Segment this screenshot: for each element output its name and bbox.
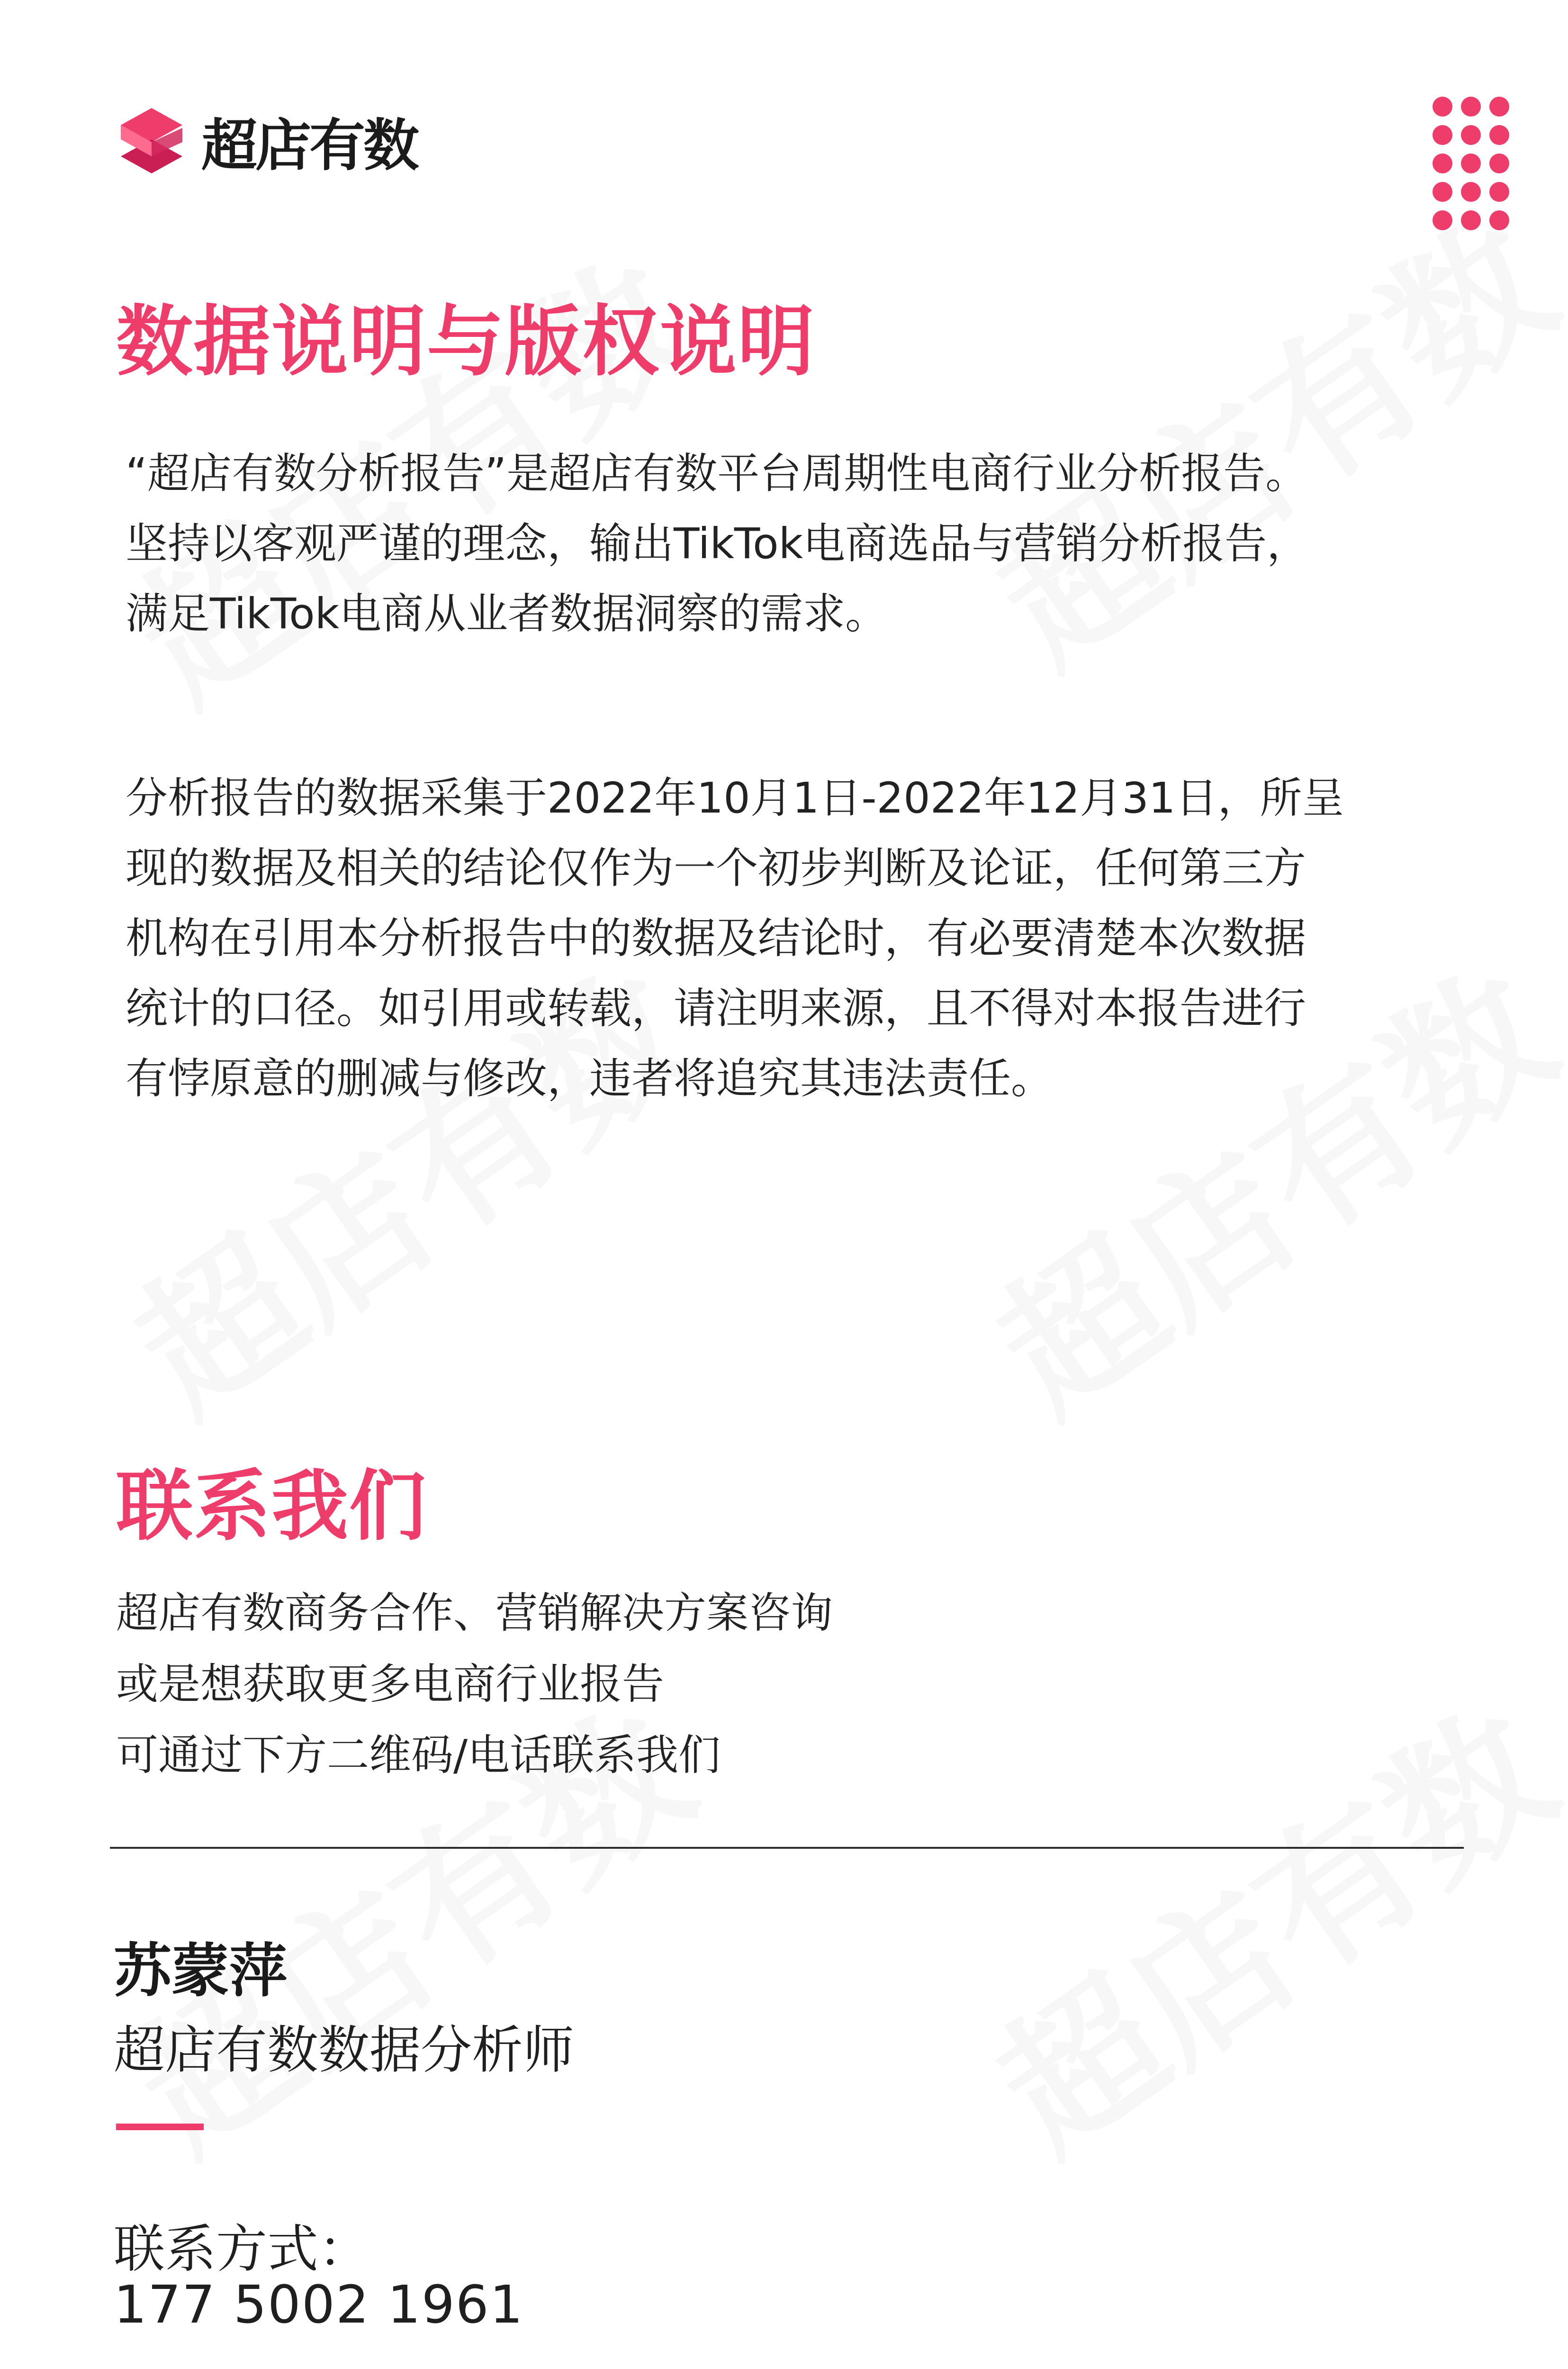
watermark: [947, 1650, 1568, 2193]
contact-text-line: 或是想获取更多电商行业报告: [116, 1659, 664, 1709]
brand-name: 超店有数: [201, 113, 418, 178]
decorative-dot: [1433, 154, 1452, 173]
paragraph-line: 统计的口径。如引用或转载，请注明来源，且不得对本报告进行: [126, 984, 1306, 1033]
decorative-dot: [1461, 182, 1481, 202]
accent-bar: [116, 2124, 204, 2130]
decorative-dot: [1461, 97, 1481, 117]
contact-person-role: 超店有数数据分析师: [114, 2021, 575, 2080]
paragraph-line: 分析报告的数据采集于2022年10月1日-2022年12月31日，所呈: [126, 773, 1344, 823]
contact-phone[interactable]: 177 5002 1961: [114, 2274, 524, 2335]
section-title-contact-us: 联系我们: [116, 1462, 427, 1551]
decorative-dot: [1461, 210, 1481, 230]
paragraph-line: 现的数据及相关的结论仅作为一个初步判断及论证，任何第三方: [126, 843, 1306, 893]
contact-text-line: 可通过下方二维码/电话联系我们: [116, 1730, 721, 1780]
decorative-dot: [1489, 182, 1509, 202]
paragraph-line: 坚持以客观严谨的理念，输出TikTok电商选品与营销分析报告，: [126, 519, 1309, 568]
section-title-data-copyright: 数据说明与版权说明: [116, 298, 815, 387]
contact-text-line: 超店有数商务合作、营销解决方案咨询: [116, 1588, 833, 1637]
paragraph-data-source: [126, 763, 1409, 1113]
paragraph-line: 满足TikTok电商从业者数据洞察的需求。: [126, 589, 888, 638]
paragraph-line: 机构在引用本分析报告中的数据及结论时，有必要清楚本次数据: [126, 913, 1306, 963]
brand-logo-icon: [116, 105, 187, 176]
contact-person-name: 苏蒙萍: [114, 1937, 287, 2005]
decorative-dot: [1489, 125, 1509, 145]
decorative-dot: [1433, 182, 1452, 202]
contact-method-label: 联系方式：: [114, 2220, 370, 2279]
decorative-dot: [1433, 97, 1452, 117]
decorative-dot: [1489, 97, 1509, 117]
decorative-dot: [1433, 125, 1452, 145]
paragraph-intro: [126, 438, 1409, 649]
divider: [110, 1847, 1464, 1849]
decorative-dot: [1433, 210, 1452, 230]
paragraph-line: 有悖原意的删减与修改，违者将追究其违法责任。: [126, 1054, 1053, 1103]
decorative-dot: [1489, 154, 1509, 173]
decorative-dot: [1461, 125, 1481, 145]
paragraph-line: “超店有数分析报告”是超店有数平台周期性电商行业分析报告。: [126, 449, 1308, 498]
decorative-dots-top-right: [1428, 92, 1518, 291]
brand-logo: [116, 100, 417, 181]
decorative-dot: [1461, 154, 1481, 173]
decorative-dot: [1489, 210, 1509, 230]
